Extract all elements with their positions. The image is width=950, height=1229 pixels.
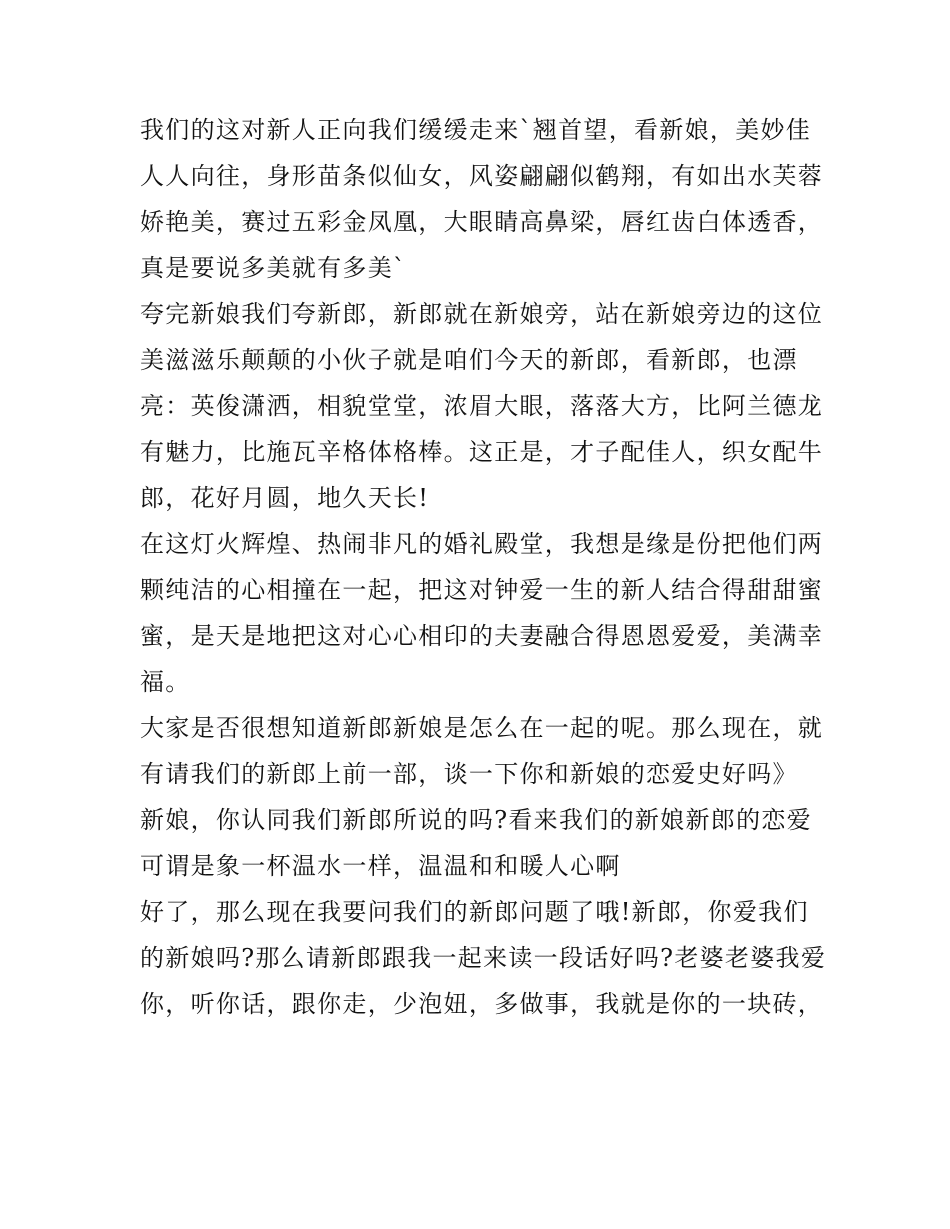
text-line: 新娘，你认同我们新郎所说的吗?看来我们的新娘新郎的恋爱 [140, 806, 812, 834]
document-body [140, 107, 827, 1027]
text-line: 有请我们的新郎上前一部，谈一下你和新娘的恋爱史好吗》 [140, 760, 798, 788]
text-line: 亮：英俊潇洒，相貌堂堂，浓眉大眼，落落大方，比阿兰德龙 [140, 392, 824, 420]
text-line: 福。 [140, 668, 191, 696]
text-line: 的新娘吗?那么请新郎跟我一起来读一段话好吗?老婆老婆我爱 [140, 944, 827, 972]
text-line: 美滋滋乐颠颠的小伙子就是咱们今天的新郎，看新郎，也漂 [140, 346, 798, 374]
text-line: 有魅力，比施瓦辛格体格棒。这正是，才子配佳人，织女配牛 [140, 438, 824, 466]
text-line: 你，听你话，跟你走，少泡妞，多做事，我就是你的一块砖， [140, 990, 824, 1018]
text-line: 大家是否很想知道新郎新娘是怎么在一起的呢。那么现在，就 [140, 714, 824, 742]
text-line: 好了，那么现在我要问我们的新郎问题了哦!新郎，你爱我们 [140, 898, 809, 926]
text-line: 可谓是象一杯温水一样，温温和和暖人心啊 [140, 852, 621, 880]
text-line: 在这灯火辉煌、热闹非凡的婚礼殿堂，我想是缘是份把他们两 [140, 530, 824, 558]
text-line: 颗纯洁的心相撞在一起，把这对钟爱一生的新人结合得甜甜蜜 [140, 576, 824, 604]
text-line: 娇艳美，赛过五彩金凤凰，大眼睛高鼻梁，唇红齿白体透香， [140, 208, 824, 236]
text-line: 蜜，是天是地把这对心心相印的夫妻融合得恩恩爱爱，美满幸 [140, 622, 824, 650]
text-line: 我们的这对新人正向我们缓缓走来`翘首望，看新娘，美妙佳 [140, 116, 812, 144]
text-line: 郎，花好月圆，地久天长! [140, 484, 430, 512]
text-line: 人人向往，身形苗条似仙女，风姿翩翩似鹤翔，有如出水芙蓉 [140, 162, 824, 190]
text-line: 夸完新娘我们夸新郎，新郎就在新娘旁，站在新娘旁边的这位 [140, 300, 824, 328]
text-line: 真是要说多美就有多美` [140, 254, 407, 282]
